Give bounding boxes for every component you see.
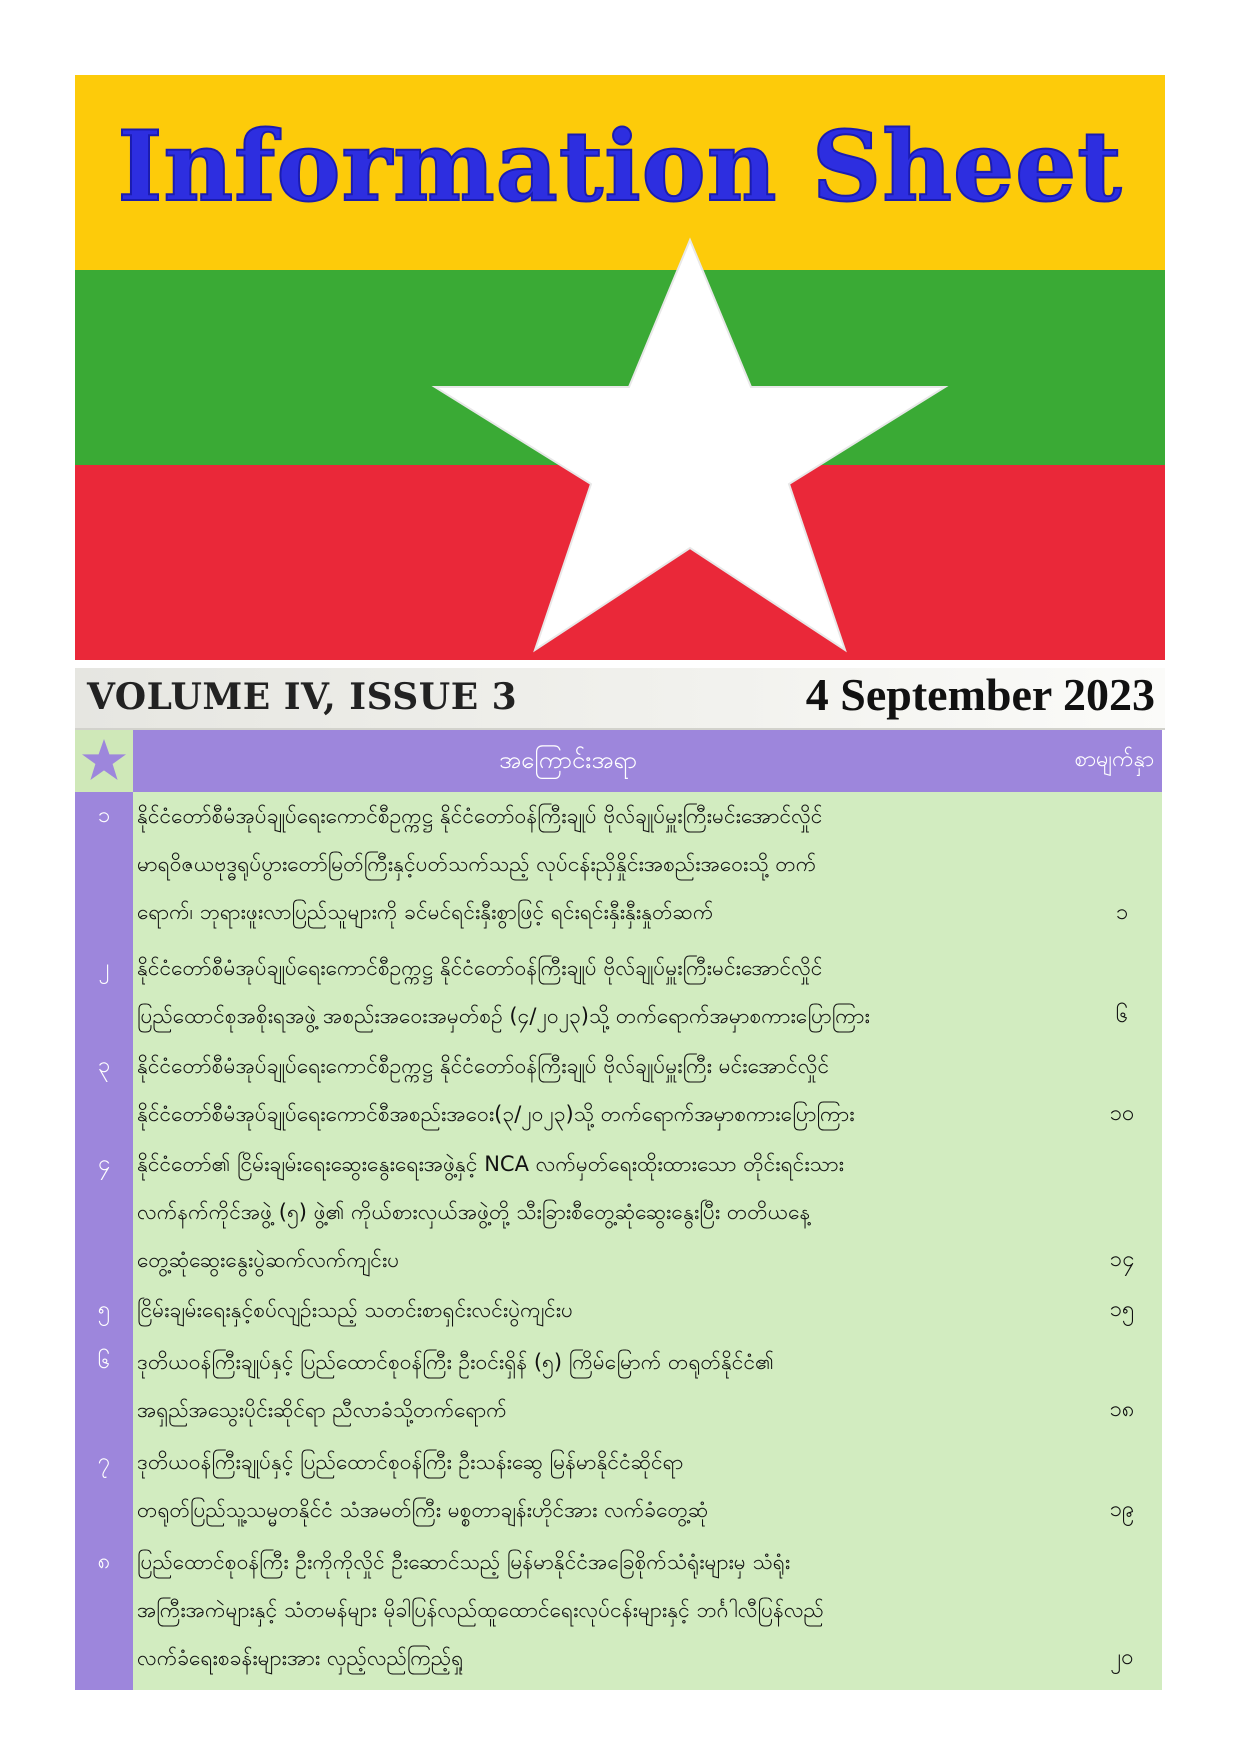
- star-icon: [81, 738, 127, 782]
- star-icon: [430, 235, 950, 655]
- entry-number: ၆: [97, 1349, 111, 1374]
- entry-title-line: အရှည်အသွေးပိုင်းဆိုင်ရာ ညီလာခံသို့တက်ရောက်: [137, 1398, 507, 1422]
- entry-title-line: လက်ခံရေးစခန်းများအား လှည့်လည်ကြည့်ရှု: [137, 1646, 464, 1670]
- entry-title-line: နိုင်ငံတော်စီမံအုပ်ချုပ်ရေးကောင်စီဥက္ကဋ္ဌ နိုင်ငံတော်ဝန်ကြီးချုပ် ဗိုလ်ချုပ်မှူးကြီးမင်းအောင်လှိုင်: [137, 804, 823, 828]
- entry-page-number: ၁၄: [1109, 1247, 1135, 1272]
- toc-header-title-cell: [133, 730, 1162, 792]
- entry-number: ၁: [97, 803, 111, 828]
- issue-date: 4 September 2023: [805, 669, 1155, 720]
- entry-title-line: ဒုတိယဝန်ကြီးချုပ်နှင့် ပြည်ထောင်စုဝန်ကြီး ဦးဝင်းရှိန် (၅) ကြိမ်မြောက် တရုတ်နိုင်ငံ၏: [137, 1350, 774, 1374]
- entry-title-line: ငြိမ်းချမ်းရေးနှင့်စပ်လျဉ်းသည့် သတင်းစာရှင်းလင်းပွဲကျင်းပ: [137, 1298, 574, 1322]
- entry-page-number: ၁၈: [1109, 1397, 1135, 1422]
- entry-title-line: နိုင်ငံတော်စီမံအုပ်ချုပ်ရေးကောင်စီဥက္ကဋ္ဌ နိုင်ငံတော်ဝန်ကြီးချုပ် ဗိုလ်ချုပ်မှူးကြီး မင်းအောင်လှိုင်: [137, 1054, 830, 1078]
- entry-page-number: ၁၉: [1109, 1497, 1135, 1522]
- entry-title-line: နိုင်ငံတော်စီမံအုပ်ချုပ်ရေးကောင်စီဥက္ကဋ္ဌ နိုင်ငံတော်ဝန်ကြီးချုပ် ဗိုလ်ချုပ်မှူးကြီးမင်းအောင်လှိုင်: [137, 956, 823, 980]
- toc-entry[interactable]: [75, 1042, 1162, 1138]
- entry-title-line: လက်နက်ကိုင်အဖွဲ့ (၅) ဖွဲ့၏ ကိုယ်စားလှယ်အဖွဲ့တို့ သီးခြားစီတွေ့ဆုံဆွေးနွေးပြီး တတိယနေ့: [137, 1200, 811, 1224]
- entry-number: ၃: [97, 1053, 111, 1078]
- toc-entry[interactable]: [75, 1338, 1162, 1434]
- toc-entry[interactable]: [75, 944, 1162, 1040]
- entry-title-line: အကြီးအကဲများနှင့် သံတမန်များ မိုခါပြန်လည်ထူထောင်ရေးလုပ်ငန်းများနှင့် ဘင်္ဂါလီပြန်လည်: [137, 1598, 824, 1622]
- entry-title-line: နိုင်ငံတော်စီမံအုပ်ချုပ်ရေးကောင်စီအစည်းအဝေး(၃/၂၀၂၃)သို့ တက်ရောက်အမှာစကားပြောကြား: [137, 1102, 855, 1126]
- entry-title-line: နိုင်ငံတော်၏ ငြိမ်းချမ်းရေးဆွေးနွေးရေးအဖွဲ့နှင့် NCA လက်မှတ်ရေးထိုးထားသော တိုင်းရင်းသား: [137, 1152, 844, 1176]
- entry-title-line: ရောက်၊ ဘုရားဖူးလာပြည်သူများကို ခင်မင်ရင်းနှီးစွာဖြင့် ရင်းရင်းနှီးနှီးနှုတ်ဆက်: [137, 900, 714, 924]
- entry-number: ၇: [97, 1449, 111, 1474]
- entry-page-number: ၆: [1115, 1003, 1129, 1028]
- banner-title: Information Sheet: [117, 110, 1123, 223]
- toc-entry[interactable]: [75, 1538, 1162, 1686]
- entry-number: ၄: [97, 1151, 111, 1176]
- entry-title-line: ပြည်ထောင်စုအစိုးရအဖွဲ့ အစည်းအဝေးအမှတ်စဉ် (၄/၂၀၂၃)သို့ တက်ရောက်အမှာစကားပြောကြား: [137, 1004, 870, 1028]
- toc-header: [75, 730, 1162, 792]
- volume-issue: VOLUME IV, ISSUE 3: [87, 676, 518, 718]
- entry-title-line: မာရဝိဇယဗုဒ္ဓရုပ်ပွားတော်မြတ်ကြီးနှင့်ပတ်သက်သည့် လုပ်ငန်းညှိနှိုင်းအစည်းအဝေးသို့ တက်: [137, 852, 817, 876]
- entry-title-line: တွေ့ဆုံဆွေးနွေးပွဲဆက်လက်ကျင်းပ: [137, 1248, 400, 1272]
- toc-entry[interactable]: [75, 1140, 1162, 1284]
- toc-header-icon-cell: [75, 730, 133, 792]
- toc-header-title: အကြောင်းအရာ: [499, 746, 637, 774]
- entry-title-line: တရုတ်ပြည်သူ့သမ္မတနိုင်ငံ သံအမတ်ကြီး မစ္စတာချန်းဟိုင်အား လက်ခံတွေ့ဆုံ: [137, 1498, 709, 1522]
- toc-entry[interactable]: [75, 1286, 1162, 1334]
- entry-page-number: ၂၀: [1110, 1645, 1134, 1670]
- entry-page-number: ၁: [1115, 900, 1129, 925]
- issue-bar: [75, 668, 1165, 730]
- entry-number: ၅: [97, 1297, 111, 1322]
- toc-entry[interactable]: [75, 792, 1162, 942]
- toc-body: [75, 792, 1162, 1690]
- entry-title-line: ဒုတိယဝန်ကြီးချုပ်နှင့် ပြည်ထောင်စုဝန်ကြီး ဦးသန်းဆွေ မြန်မာနိုင်ငံဆိုင်ရာ: [137, 1450, 684, 1474]
- table-of-contents: [75, 730, 1162, 1690]
- entry-number: ၂: [98, 955, 110, 980]
- cover-banner: [75, 75, 1165, 660]
- toc-header-page-label: စာမျက်နှာ: [1074, 747, 1154, 772]
- toc-entry[interactable]: [75, 1438, 1162, 1534]
- entry-title-line: ပြည်ထောင်စုဝန်ကြီး ဦးကိုကိုလှိုင် ဦးဆောင်သည့် မြန်မာနိုင်ငံအခြေစိုက်သံရုံးများမှ သံရုံး: [137, 1550, 791, 1574]
- entry-page-number: ၁၅: [1109, 1297, 1135, 1322]
- entry-number: ၈: [97, 1549, 111, 1574]
- entry-page-number: ၁၀: [1109, 1101, 1135, 1126]
